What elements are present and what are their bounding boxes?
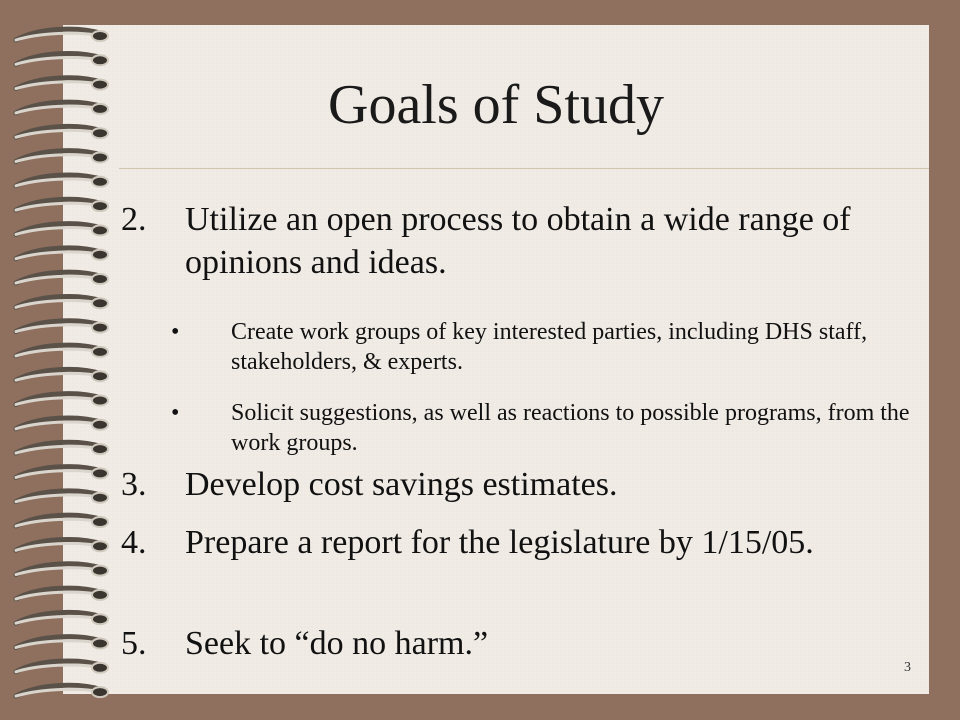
- spiral-coil: [16, 588, 108, 600]
- page-number: 3: [904, 660, 911, 675]
- spiral-binding-icon: [8, 22, 118, 702]
- spiral-coil: [16, 248, 108, 260]
- spiral-coil: [16, 515, 108, 527]
- bullet-icon: •: [171, 319, 180, 345]
- slide-page: [63, 25, 929, 694]
- goal-number: 2.: [121, 201, 147, 238]
- bullet-icon: •: [171, 400, 180, 426]
- spiral-coil: [16, 394, 108, 406]
- spiral-coil: [16, 151, 108, 163]
- spiral-coil: [16, 297, 108, 309]
- spiral-coil: [16, 199, 108, 211]
- goal-text: Seek to “do no harm.”: [185, 625, 489, 662]
- slide-content: [63, 25, 929, 694]
- spiral-coil: [16, 661, 108, 673]
- goal-text: Prepare a report for the legislature by 1/15/05.: [185, 524, 814, 561]
- spiral-coil: [16, 540, 108, 552]
- spiral-coil: [16, 102, 108, 114]
- sub-bullet-text: Create work groups of key interested parties, including DHS staff, stakeholders, & experts.: [231, 319, 868, 375]
- spiral-coil: [16, 345, 108, 357]
- goal-number: 5.: [121, 625, 147, 662]
- spiral-coil: [16, 272, 108, 284]
- spiral-coil: [16, 78, 108, 90]
- spiral-coil: [16, 442, 108, 454]
- spiral-coil: [16, 637, 108, 649]
- spiral-coil: [16, 321, 108, 333]
- spiral-coil: [16, 491, 108, 503]
- spiral-coil: [16, 369, 108, 381]
- sub-bullet-text: Solicit suggestions, as well as reactions to possible programs, from the work groups.: [231, 400, 910, 456]
- spiral-coil: [16, 54, 108, 66]
- goal-number: 3.: [121, 466, 147, 503]
- spiral-coil: [16, 467, 108, 479]
- spiral-coil: [16, 126, 108, 138]
- slide-title: Goals of Study: [328, 74, 664, 136]
- spiral-coil: [16, 612, 108, 624]
- goal-text: Utilize an open process to obtain a wide range of opinions and ideas.: [185, 201, 851, 281]
- spiral-coil: [16, 29, 108, 41]
- goal-text: Develop cost savings estimates.: [185, 466, 618, 503]
- spiral-coil: [16, 685, 108, 697]
- spiral-coil: [16, 224, 108, 236]
- spiral-coil: [16, 175, 108, 187]
- spiral-coil: [16, 564, 108, 576]
- goal-number: 4.: [121, 524, 147, 561]
- spiral-coil: [16, 418, 108, 430]
